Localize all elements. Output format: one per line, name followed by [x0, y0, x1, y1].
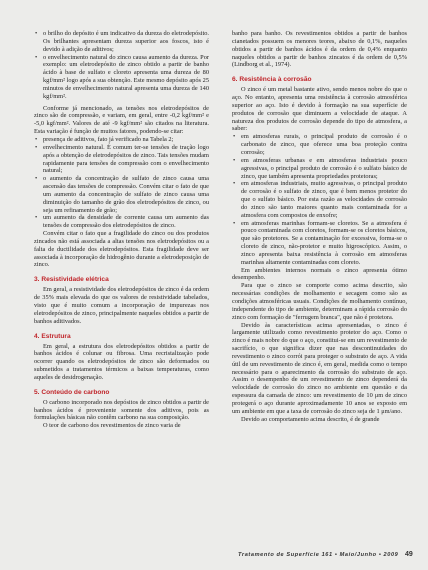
list-item: • em atmosferas rurais, o principal produto de corrosão é o carbonato de zinco, que oferece uma boa proteção contra corrosão;	[233, 133, 407, 156]
list-item: • o envelhecimento natural do zinco causa aumento da dureza. Por exemplo: um eletrodepósito de zinco obtido a partir de banho ácido à base de sulfato e cloreto apresenta uma dureza de 80 kgf/mm² logo após a sua obtenção. Este mesmo depósito após 25 minutos de envelhecimento natural apresenta uma dureza de 140 kgf/mm².	[35, 53, 209, 100]
paragraph: Devido ao comportamento acima descrito, é de grande	[241, 415, 380, 423]
paragraph: Em geral, a resistividade dos eletrodepósitos de zinco é da ordem de 35% mais elevada do que os valores de resistividade tabelados, visto que é muito comum a incorporação de impurezas nos eletrodepósitos de zinco, principalmente naqueles obtidos a partir de banhos aditivados.	[34, 286, 209, 325]
list-item: • o brilho do depósito é um indicativo da dureza do eletrodepósito. Os brilhantes apresentam dureza superior aos foscos, isto é devido à adição de aditivos;	[35, 30, 209, 53]
paragraph: Para que o zinco se comporte como acima descrito, são necessárias condições de molhamento e secagem como são as condições atmosféricas usuais. Condições de molhamento contínuo, independente do tipo de ambiente, determinam a rápida corrosão do zinco com formação de "ferrugem branca", que não é protetora.	[232, 282, 407, 321]
bullet-list-stress-factors	[34, 136, 209, 230]
bullet-icon: •	[35, 175, 38, 183]
bullet-list-hardness	[34, 30, 209, 101]
right-column	[232, 30, 407, 424]
paragraph: O carbono incorporado nos depósitos de zinco obtidos a partir de banhos ácidos é proveniente somente dos aditivos, pois as formulações básicas não contêm carbono na sua composição.	[34, 398, 209, 422]
bullet-icon: •	[35, 143, 38, 151]
page-number: 49	[405, 551, 413, 558]
left-column	[34, 30, 209, 430]
section-heading-carbon: 5. Conteúdo de carbono	[34, 388, 110, 396]
list-item: • o aumento da concentração de sulfato de zinco causa uma ascensão das tensões de compressão. Convém citar o fato de que um aumento da concentração de sulfato de zinco causa uma diminuição do tamanho de grão dos eletrodepósitos de zinco, ou seja um refinamento de grão;	[35, 175, 209, 214]
list-item: • em atmosferas urbanas e em atmosferas industriais pouco agressivas, o principal produto de corrosão é o sulfato básico de zinco, que também apresenta propriedades protetoras;	[233, 156, 407, 180]
paragraph: Convém citar o fato que a fragilidade do zinco ou dos produtos zincados não está associada a altas tensões nos eletrodepósitos ou a falta de ductilidade dos eletrodepósitos. Esta fragilidade deve ser associada à incorporação de hidrogênio durante a eletrodeposição de zinco.	[34, 230, 209, 269]
paragraph: Devido às características acima apresentadas, o zinco é largamente utilizado como revestimento protetor do aço. Como o zinco é mais nobre do que o aço, constitui-se em um revestimento de sacrifício, o que significa dizer que nas descontinuidades do revestimento o zinco corrói para proteger o substrato de aço. A vida útil de um revestimento de zinco é, em geral, medida como o tempo necessário para o aparecimento da corrosão do substrato de aço. Assim o desempenho de um revestimento de zinco dependerá da velocidade de corrosão do zinco no ambiente em questão e da espessura da camada de zinco: um revestimento de 10 μm de zinco protegerá o aço durante aproximadamente 10 anos se exposto em um ambiente em que a taxa de corrosão do zinco seja de 1 μm/ano.	[232, 321, 407, 415]
paragraph: O teor de carbono dos revestimentos de zinco varia de	[43, 422, 181, 430]
journal-footer: Tratamento de Superfície 161 • Maio/Junho • 2009	[238, 552, 399, 558]
bullet-list-atmospheres	[232, 133, 407, 266]
bullet-icon: •	[35, 53, 38, 61]
bullet-icon: •	[35, 135, 38, 143]
bullet-icon: •	[35, 30, 38, 37]
list-item: • um aumento da densidade de corrente causa um aumento das tensões de compressão dos eletrodepósitos de zinco.	[35, 214, 209, 230]
paragraph: O zinco é um metal bastante ativo, sendo menos nobre do que o aço. No entanto, apresenta uma resistência à corrosão atmosférica superior ao aço. Isto é devido à formação na sua superfície de produtos de corrosão que diminuem a velocidade de ataque. A natureza dos produtos de corrosão depende do tipo de atmosfera, a saber:	[232, 86, 407, 133]
list-item: • presença de aditivos, fato já verificado na Tabela 2;	[35, 135, 174, 143]
bullet-icon: •	[233, 156, 236, 164]
paragraph: Conforme já mencionado, as tensões nos eletrodepósitos de zinco são de compressão, e variam, em geral, entre -0,2 kgf/mm² e -5,0 kgf/mm². Valores de até -9 kgf/mm² são citados na literatura. Esta variação é função de muitos fatores, podendo-se citar:	[34, 104, 209, 136]
paragraph: Em geral, a estrutura dos eletrodepósitos obtidos a partir de banhos ácidos é colunar ou fibrosa. Uma recristalização pode ocorrer quando os eletrodepósitos de zinco são deformados ou submetidos a tratamentos térmicos a baixas temperaturas, como aqueles de desidrogenação.	[34, 342, 209, 381]
paragraph: banho para banho. Os revestimentos obtidos a partir de banhos cianetados possuem os menores teores, abaixo de 0,1%, naqueles obtidos a partir de banhos ácidos é da ordem de 0,4% enquanto naqueles obtidos a partir de banhos zincatos é da ordem de 0,5% (Lindborg et al., 1974).	[232, 30, 407, 69]
section-heading-structure: 4. Estrutura	[34, 332, 71, 340]
section-heading-resistivity: 3. Resistividade elétrica	[34, 276, 109, 284]
bullet-icon: •	[233, 219, 236, 227]
list-item: • em atmosferas industriais, muito agressivas, o principal produto de corrosão é o sulfato de zinco, que é bem menos protetor do que o sulfato básico. Por esta razão as velocidades de corrosão do zinco são tanto maiores quanto mais contaminada for a atmosfera com compostos de enxofre;	[233, 180, 407, 219]
bullet-icon: •	[233, 133, 236, 141]
list-item: • envelhecimento natural. É comum ter-se tensões de tração logo após a obtenção de eletrodepósitos de zinco. Tais tensões mudam rapidamente para tensões de compressão com o envelhecimento natural;	[35, 143, 209, 175]
bullet-icon: •	[233, 180, 236, 188]
paragraph: Em ambientes internos normais o zinco apresenta ótimo desempenho.	[232, 266, 407, 282]
section-heading-corrosion: 6. Resistência à corrosão	[232, 76, 312, 84]
bullet-icon: •	[35, 214, 38, 222]
list-item: • em atmosferas marinhas formam-se cloretos. Se a atmosfera é pouco contaminada com cloretos, formam-se os cloretos básicos, que são protetores. Se a contaminação for excessiva, forma-se o cloreto de zinco, não-protetor e muito higroscópico. Assim, o zinco apresenta baixa resistência à corrosão em atmosferas marinhas altamente contaminadas com cloreto.	[233, 219, 407, 266]
